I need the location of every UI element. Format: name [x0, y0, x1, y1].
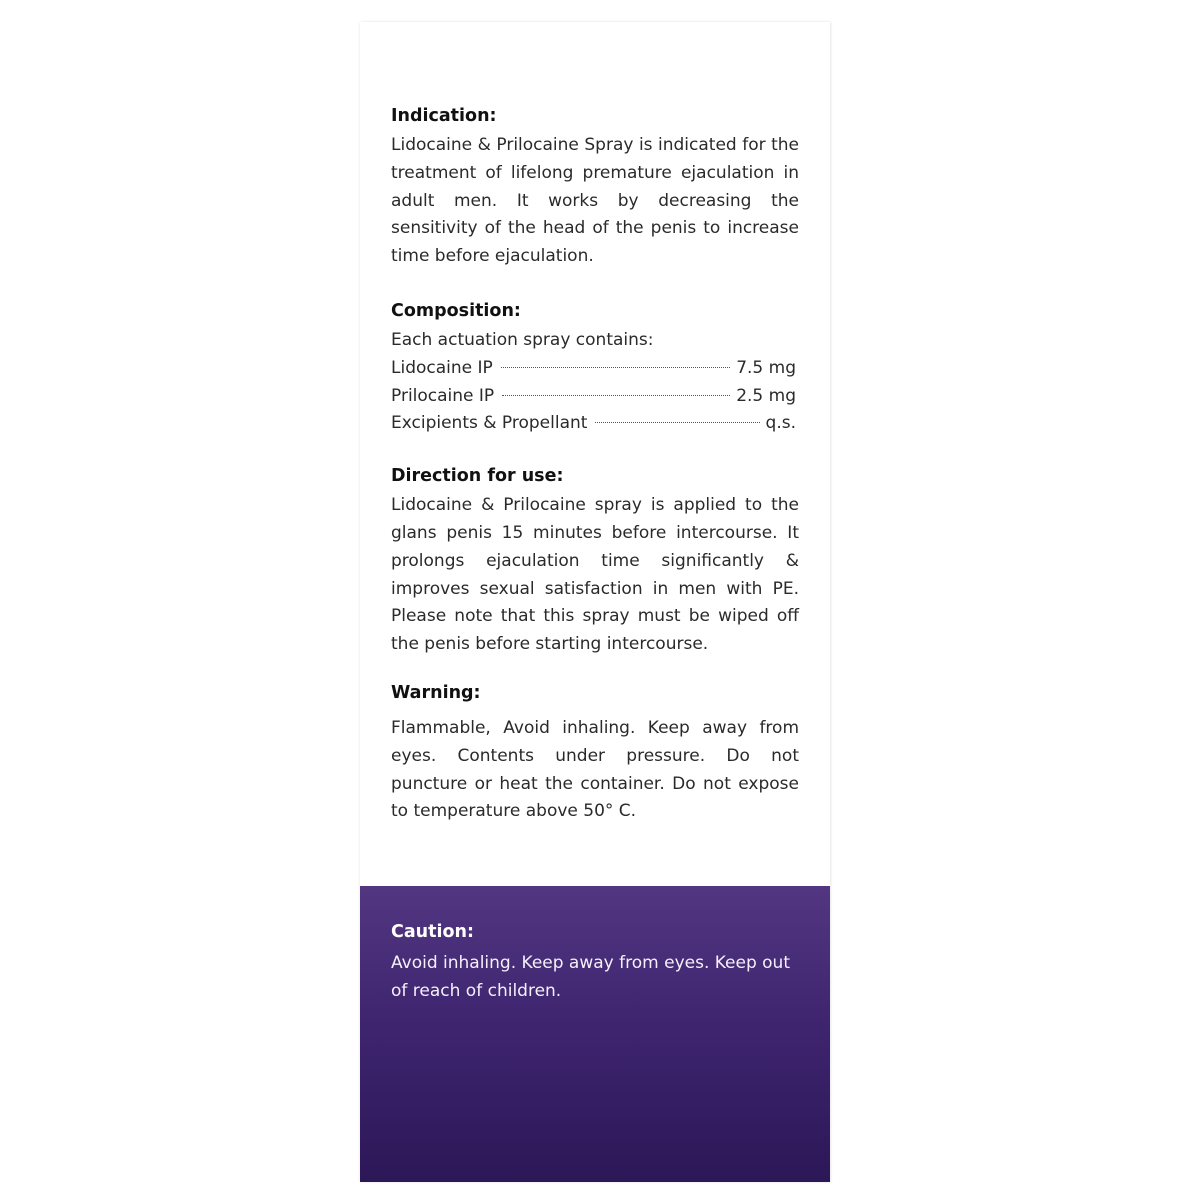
direction-section	[391, 464, 799, 659]
dotted-leader	[595, 422, 759, 423]
composition-row	[391, 383, 796, 411]
indication-heading: Indication:	[391, 106, 497, 126]
warning-section	[391, 681, 799, 826]
direction-heading: Direction for use:	[391, 466, 564, 487]
ingredient-name: Lidocaine IP	[391, 357, 493, 378]
ingredient-amount: 2.5 mg	[736, 385, 796, 406]
caution-text: Avoid inhaling. Keep away from eyes. Keep out of reach of children.	[391, 953, 791, 1001]
composition-intro: Each actuation spray contains:	[391, 329, 654, 350]
direction-text: Lidocaine & Prilocaine spray is applied to the glans penis 15 minutes before intercourse. It prolongs ejaculation time significantly & improves sexual satisfaction in men with PE. Please note that this spray must be wiped off the penis before starting intercourse.	[391, 495, 799, 655]
dotted-leader	[501, 367, 730, 368]
composition-row	[391, 355, 796, 383]
caution-section	[391, 920, 799, 1006]
ingredient-name: Excipients & Propellant	[391, 413, 588, 434]
warning-text: Flammable, Avoid inhaling. Keep away from eyes. Contents under pressure. Do not puncture or heat the container. Do not expose to temperature above 50° C.	[391, 717, 799, 822]
warning-heading: Warning:	[391, 682, 481, 703]
indication-section	[391, 104, 799, 271]
label-content	[391, 104, 799, 826]
indication-text: Lidocaine & Prilocaine Spray is indicated for the treatment of lifelong premature ejaculation in adult men. It works by decreasing the sensitivity of the head of the penis to increase time before ejaculation.	[391, 135, 799, 267]
composition-section	[391, 299, 799, 438]
composition-row	[391, 410, 796, 438]
composition-heading: Composition:	[391, 300, 521, 321]
ingredient-amount: q.s.	[765, 413, 796, 434]
ingredient-amount: 7.5 mg	[736, 357, 796, 378]
package-label-panel	[360, 22, 830, 1182]
dotted-leader	[502, 395, 730, 396]
caution-band	[360, 886, 830, 1182]
ingredient-name: Prilocaine IP	[391, 385, 495, 406]
caution-heading: Caution:	[391, 922, 474, 942]
